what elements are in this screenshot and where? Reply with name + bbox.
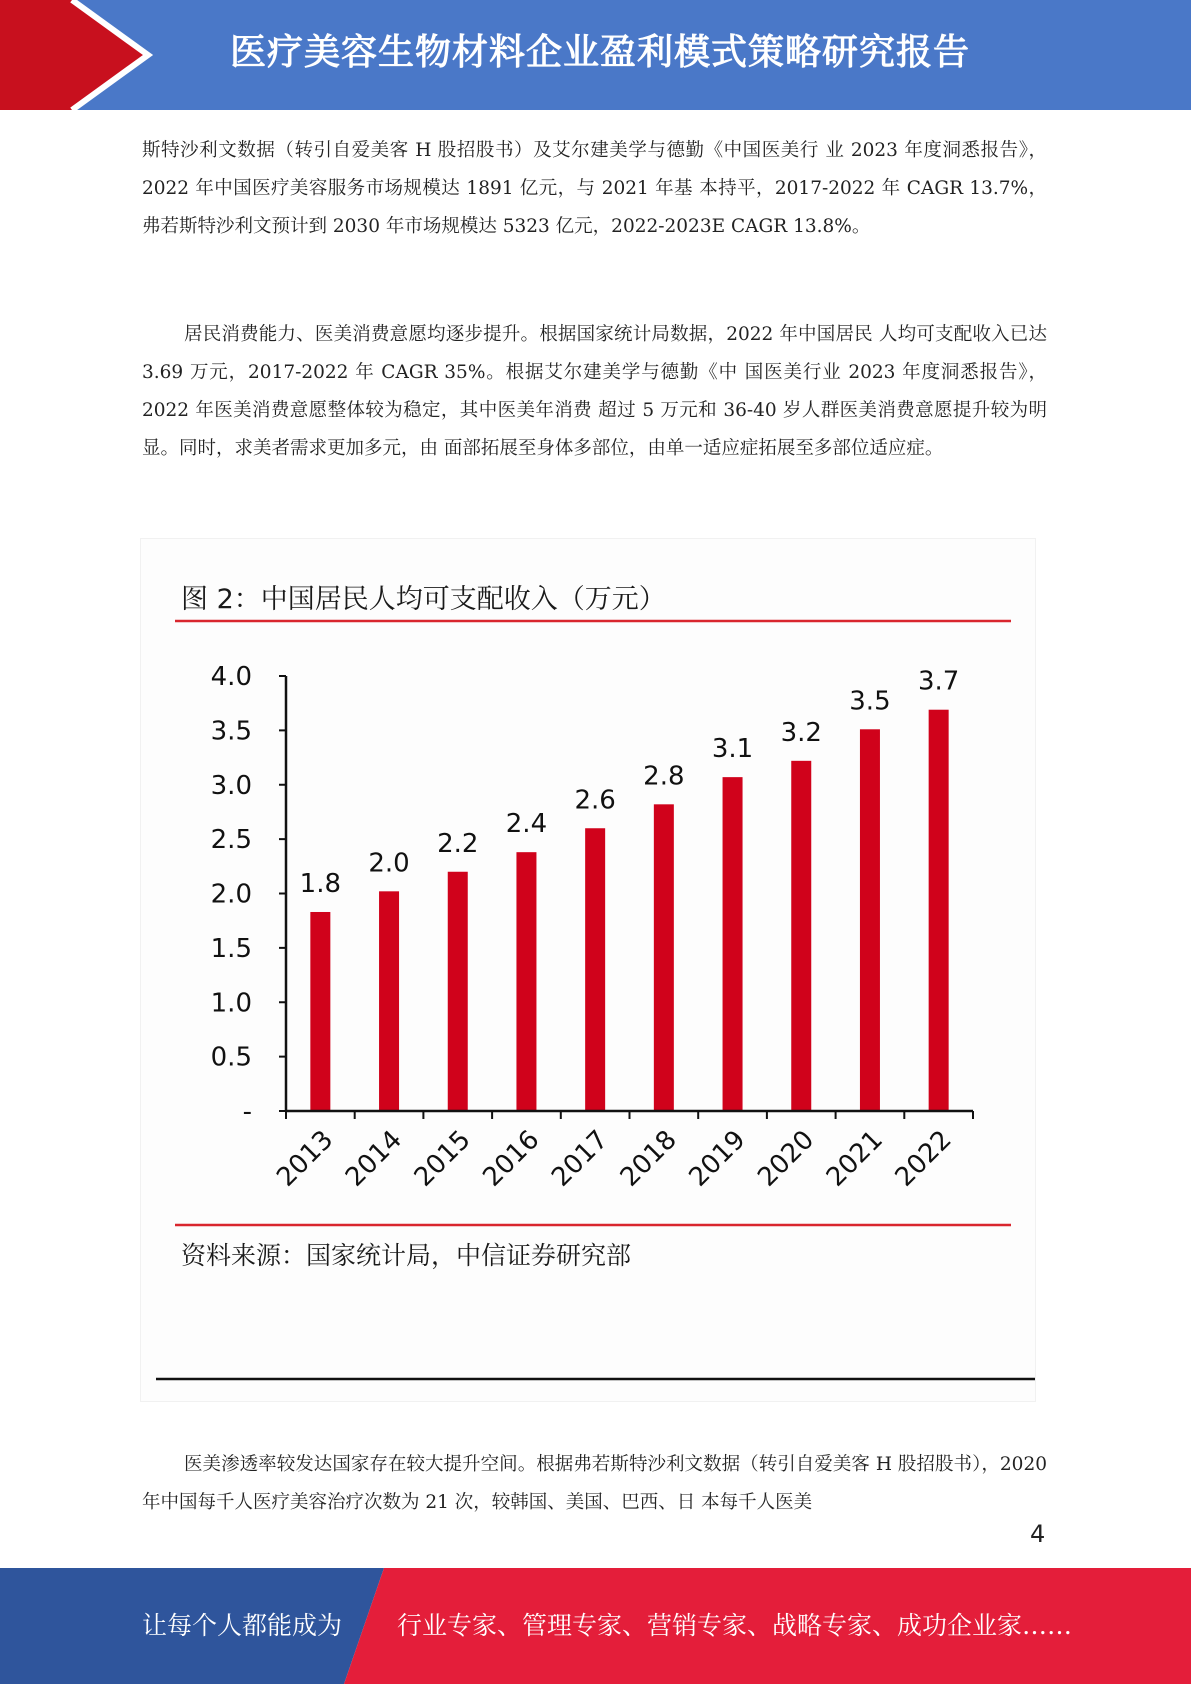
- chart-source: 资料来源：国家统计局，中信证券研究部: [181, 1241, 632, 1270]
- data-label: 2.4: [505, 809, 548, 840]
- y-axis: [211, 662, 286, 1127]
- x-axis: [271, 1111, 973, 1193]
- data-label: 2.2: [437, 828, 479, 859]
- x-tick-label: 2022: [889, 1124, 958, 1193]
- footer-slogan-right: 行业专家、管理专家、营销专家、战略专家、成功企业家……: [397, 1611, 1073, 1640]
- x-tick-label: 2019: [683, 1124, 752, 1193]
- y-tick-label: 3.0: [210, 770, 252, 801]
- y-tick-label: 1.0: [210, 988, 252, 1019]
- y-tick-label: 2.5: [210, 825, 252, 856]
- x-tick-label: 2017: [546, 1124, 615, 1193]
- bar: [791, 761, 811, 1111]
- bar: [723, 777, 743, 1111]
- bar: [860, 729, 880, 1111]
- x-tick-label: 2020: [752, 1124, 821, 1193]
- bar: [654, 804, 674, 1111]
- bar: [448, 872, 468, 1111]
- body-paragraph-3: 医美渗透率较发达国家存在较大提升空间。根据弗若斯特沙利文数据（转引自爱美客 H 股招股书），2020 年中国每千人医疗美容治疗次数为 21 次，较韩国、美国、巴西、日 本每千人医美: [142, 1454, 1047, 1513]
- data-label: 3.7: [917, 666, 960, 697]
- x-tick-label: 2018: [614, 1124, 683, 1193]
- y-tick-label: 1.5: [210, 933, 252, 964]
- bar-chart: [141, 539, 1035, 1401]
- x-tick-label: 2021: [820, 1124, 889, 1193]
- page-number: 4: [1030, 1520, 1046, 1548]
- x-tick-label: 2015: [408, 1124, 477, 1193]
- data-label: 3.1: [711, 734, 754, 765]
- bar: [929, 710, 949, 1111]
- bar: [379, 891, 399, 1111]
- y-tick-label: 0.5: [210, 1042, 252, 1073]
- x-tick-label: 2016: [477, 1124, 546, 1193]
- body-paragraph-2: 居民消费能力、医美消费意愿均逐步提升。根据国家统计局数据，2022 年中国居民 人均可支配收入已达 3.69 万元，2017-2022 年 CAGR 35%。根据艾尔建美学与德勤《中 国医美行业 2023 年度洞悉报告》，2022 年医美消费意愿整体较为稳定，其中医美年消费 超过 5 万元和 36-40 岁人群医美消费意愿提升较为明显。同时，求美者需求更加多元，由 面部拓展至身体多部位，由单一适应症拓展至多部位适应症。: [142, 324, 1047, 459]
- data-label: 1.8: [299, 868, 342, 899]
- data-label: 3.2: [780, 717, 822, 748]
- header-arrow-decoration: [0, 0, 160, 110]
- data-label: 2.0: [368, 848, 410, 879]
- body-paragraph-1: 斯特沙利文数据（转引自爱美客 H 股招股书）及艾尔建美学与德勤《中国医美行 业 2023 年度洞悉报告》，2022 年中国医疗美容服务市场规模达 1891 亿元，与 2021 年基 本持平，2017-2022 年 CAGR 13.7%，弗若斯特沙利文预计到 2030 年市场规模达 5323 亿元，2022-2023E CAGR 13.8%。: [142, 140, 1047, 237]
- footer-slogan-left: 让每个人都能成为: [142, 1611, 343, 1640]
- data-label: 2.6: [574, 785, 616, 816]
- bar: [310, 912, 330, 1111]
- x-tick-label: 2013: [271, 1124, 340, 1193]
- report-title: 医疗美容生物材料企业盈利模式策略研究报告: [230, 32, 971, 73]
- figure-income-chart: [140, 538, 1036, 1402]
- y-tick-label: -: [242, 1097, 252, 1127]
- bar: [516, 852, 536, 1111]
- report-footer: [0, 1568, 1191, 1684]
- y-tick-label: 2.0: [210, 879, 252, 910]
- data-label: 3.5: [849, 686, 891, 717]
- data-label: 2.8: [643, 761, 685, 792]
- y-tick-label: 4.0: [210, 662, 252, 692]
- bar: [585, 828, 605, 1111]
- report-header: [0, 0, 1191, 110]
- y-tick-label: 3.5: [210, 716, 252, 747]
- bars: [300, 667, 960, 1111]
- x-tick-label: 2014: [339, 1124, 408, 1193]
- chart-title: 图 2：中国居民人均可支配收入（万元）: [181, 584, 666, 615]
